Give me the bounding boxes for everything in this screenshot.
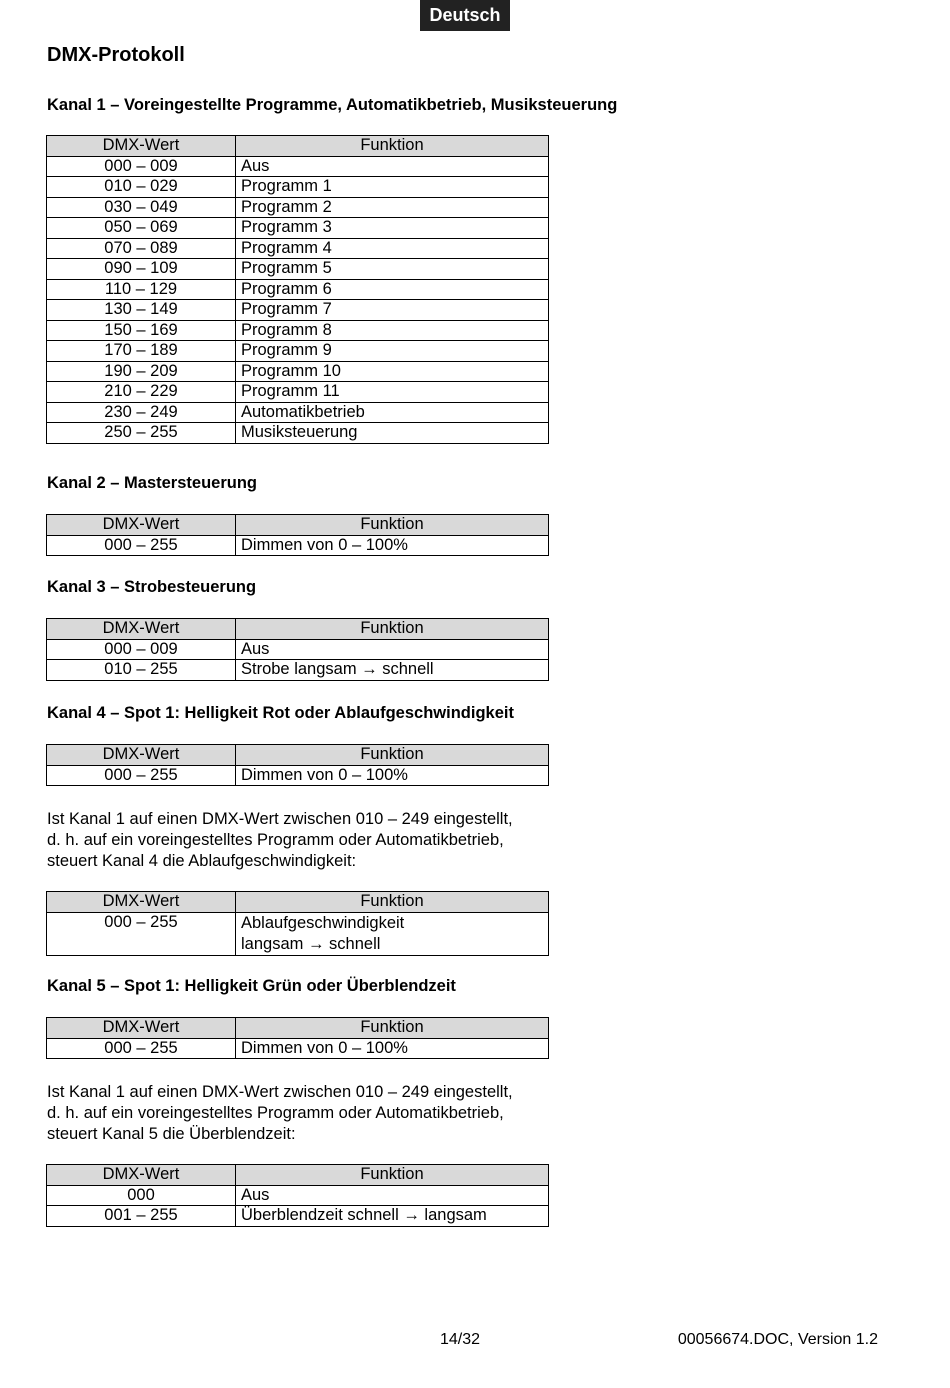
table-row [47, 912, 549, 955]
header-value: DMX-Wert [47, 892, 236, 913]
dmx-value: 010 – 029 [47, 177, 236, 198]
table-row [47, 177, 549, 198]
dmx-value: 190 – 209 [47, 361, 236, 382]
dmx-function: Aus [236, 1185, 549, 1206]
channel4-note: Ist Kanal 1 auf einen DMX-Wert zwischen 010 – 249 eingestellt, d. h. auf ein voreingestelltes Programm oder Automatikbetrieb, steuert Kanal 4 die Ablaufgeschwindigkeit: [47, 810, 513, 870]
channel4-speed-table [46, 891, 549, 956]
dmx-value: 170 – 189 [47, 341, 236, 362]
table-row [47, 639, 549, 660]
header-function: Funktion [236, 892, 549, 913]
dmx-function: Dimmen von 0 – 100% [236, 1038, 549, 1059]
header-function: Funktion [236, 1018, 549, 1039]
dmx-function: Programm 9 [236, 341, 549, 362]
dmx-function: Programm 6 [236, 279, 549, 300]
dmx-value: 001 – 255 [47, 1206, 236, 1227]
table-row [47, 341, 549, 362]
dmx-value: 000 – 009 [47, 639, 236, 660]
table-row [47, 423, 549, 444]
table-row [47, 402, 549, 423]
header-function: Funktion [236, 619, 549, 640]
table-row [47, 238, 549, 259]
header-function: Funktion [236, 745, 549, 766]
channel4-heading: Kanal 4 – Spot 1: Helligkeit Rot oder Ablaufgeschwindigkeit [47, 704, 514, 722]
dmx-value: 000 [47, 1185, 236, 1206]
table-row [47, 218, 549, 239]
dmx-value: 110 – 129 [47, 279, 236, 300]
dmx-function: Programm 4 [236, 238, 549, 259]
dmx-value: 000 – 009 [47, 156, 236, 177]
channel5-table [46, 1017, 549, 1059]
table-row [47, 300, 549, 321]
dmx-function: Überblendzeit schnell → langsam [236, 1206, 549, 1227]
dmx-value: 000 – 255 [47, 535, 236, 556]
dmx-value: 130 – 149 [47, 300, 236, 321]
header-value: DMX-Wert [47, 745, 236, 766]
channel5-fade-table [46, 1164, 549, 1227]
dmx-function: Strobe langsam → schnell [236, 660, 549, 681]
header-value: DMX-Wert [47, 1018, 236, 1039]
dmx-function: Programm 10 [236, 361, 549, 382]
dmx-function: Programm 5 [236, 259, 549, 280]
dmx-function: Ablaufgeschwindigkeit langsam → schnell [236, 912, 549, 955]
header-function: Funktion [236, 1165, 549, 1186]
header-value: DMX-Wert [47, 619, 236, 640]
header-function: Funktion [236, 515, 549, 536]
dmx-value: 210 – 229 [47, 382, 236, 403]
channel4-table [46, 744, 549, 786]
table-row [47, 1185, 549, 1206]
dmx-function: Aus [236, 639, 549, 660]
table-row [47, 361, 549, 382]
dmx-function: Programm 8 [236, 320, 549, 341]
table-row [47, 535, 549, 556]
dmx-function: Dimmen von 0 – 100% [236, 765, 549, 786]
table-row [47, 156, 549, 177]
channel1-heading: Kanal 1 – Voreingestellte Programme, Automatikbetrieb, Musiksteuerung [47, 96, 618, 114]
dmx-function: Programm 2 [236, 197, 549, 218]
table-row [47, 1206, 549, 1227]
channel2-heading: Kanal 2 – Mastersteuerung [47, 474, 257, 492]
dmx-function: Dimmen von 0 – 100% [236, 535, 549, 556]
dmx-value: 150 – 169 [47, 320, 236, 341]
dmx-function: Programm 11 [236, 382, 549, 403]
dmx-value: 030 – 049 [47, 197, 236, 218]
table-row [47, 259, 549, 280]
table-row [47, 1038, 549, 1059]
header-function: Funktion [236, 136, 549, 157]
table-row [47, 320, 549, 341]
dmx-function: Automatikbetrieb [236, 402, 549, 423]
channel3-table [46, 618, 549, 681]
channel1-table [46, 135, 549, 444]
dmx-function: Aus [236, 156, 549, 177]
table-row [47, 197, 549, 218]
dmx-function: Programm 3 [236, 218, 549, 239]
channel2-table [46, 514, 549, 556]
dmx-value: 090 – 109 [47, 259, 236, 280]
dmx-value: 230 – 249 [47, 402, 236, 423]
document-version: 00056674.DOC, Version 1.2 [677, 1331, 878, 1348]
dmx-value: 000 – 255 [47, 765, 236, 786]
table-row [47, 660, 549, 681]
dmx-value: 000 – 255 [47, 912, 236, 955]
dmx-value: 070 – 089 [47, 238, 236, 259]
table-row [47, 382, 549, 403]
header-value: DMX-Wert [47, 515, 236, 536]
header-value: DMX-Wert [47, 1165, 236, 1186]
page-number: 14/32 [440, 1331, 481, 1348]
channel3-heading: Kanal 3 – Strobesteuerung [47, 578, 257, 596]
dmx-function: Musiksteuerung [236, 423, 549, 444]
dmx-value: 250 – 255 [47, 423, 236, 444]
dmx-value: 010 – 255 [47, 660, 236, 681]
channel5-note: Ist Kanal 1 auf einen DMX-Wert zwischen 010 – 249 eingestellt, d. h. auf ein voreingestelltes Programm oder Automatikbetrieb, steuert Kanal 5 die Überblendzeit: [47, 1083, 513, 1143]
table-row [47, 279, 549, 300]
language-tab: Deutsch [420, 0, 510, 31]
header-value: DMX-Wert [47, 136, 236, 157]
dmx-value: 050 – 069 [47, 218, 236, 239]
table-row [47, 765, 549, 786]
dmx-function: Programm 1 [236, 177, 549, 198]
dmx-function: Programm 7 [236, 300, 549, 321]
channel5-heading: Kanal 5 – Spot 1: Helligkeit Grün oder Überblendzeit [47, 977, 456, 995]
page-title: DMX-Protokoll [47, 44, 185, 66]
dmx-value: 000 – 255 [47, 1038, 236, 1059]
